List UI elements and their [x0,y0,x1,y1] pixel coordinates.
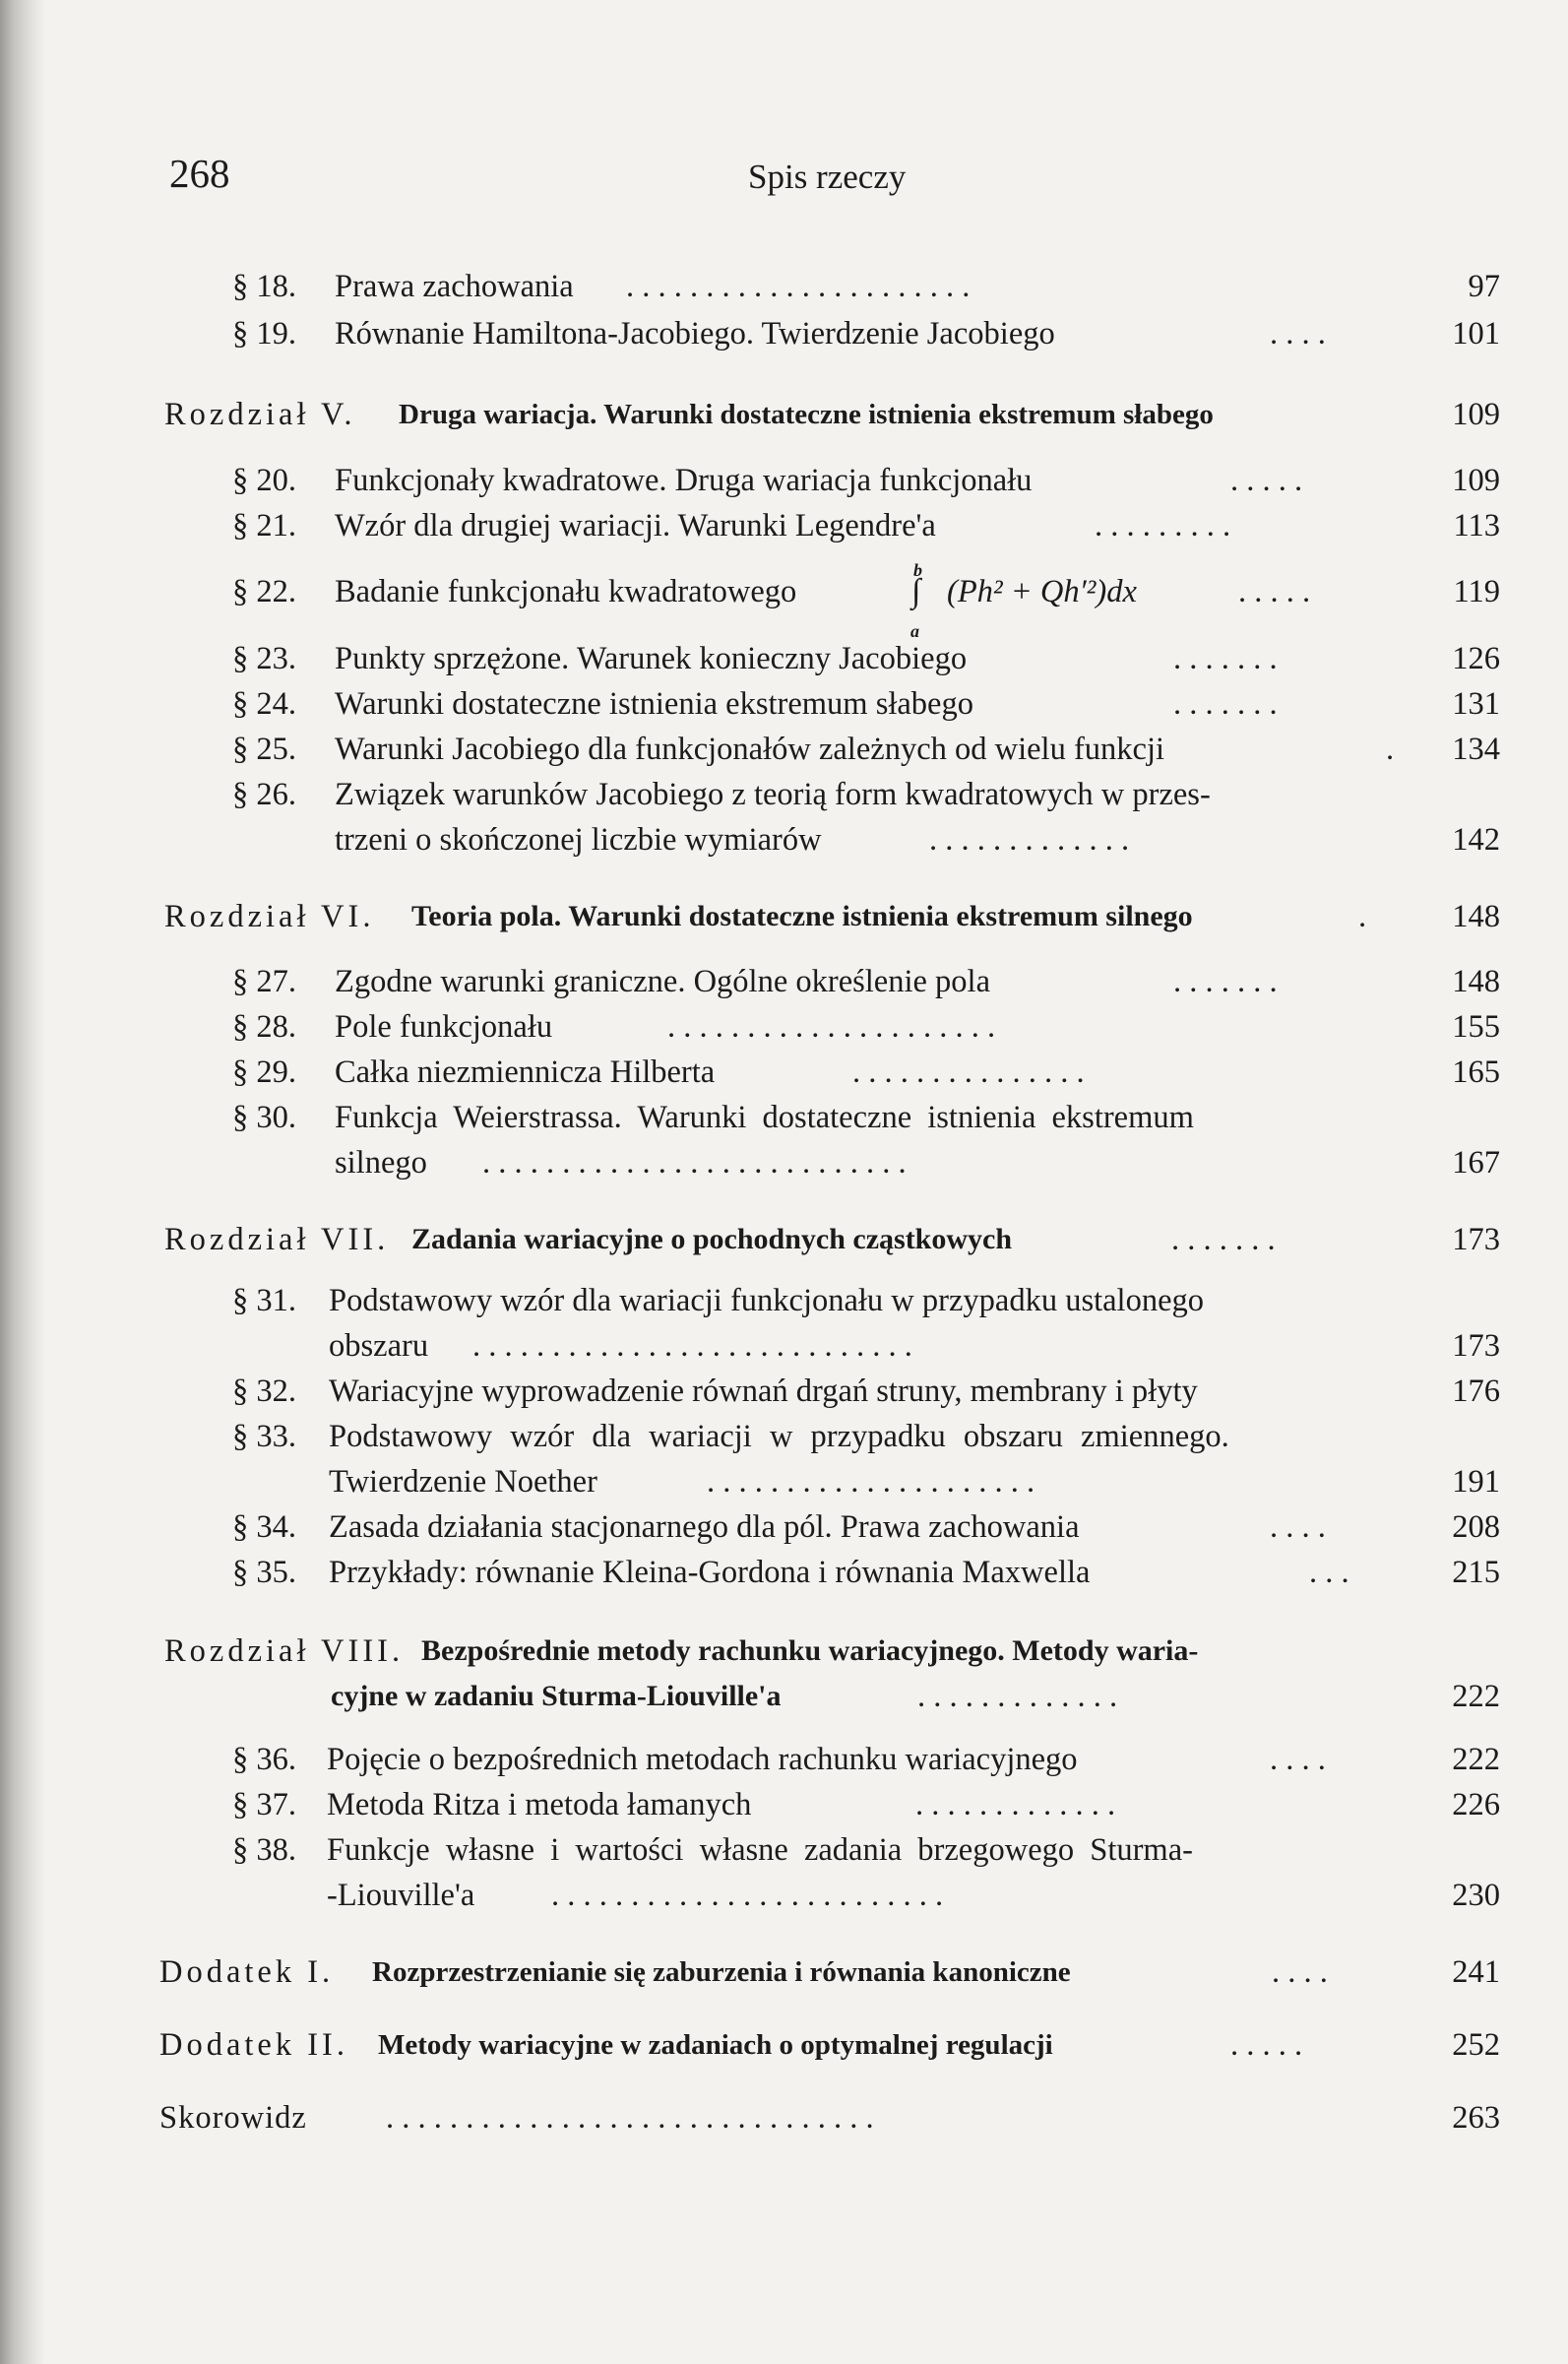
section-number: § 29. [232,1054,296,1090]
page-ref: 97 [1468,269,1500,304]
chapter-title: Druga wariacja. Warunki dostateczne istnienia ekstremum słabego [399,399,1214,430]
page-ref: 241 [1452,1954,1500,1990]
leader-dots: . . . . . [1230,463,1303,498]
section-number: § 18. [232,269,296,304]
page-ref: 176 [1452,1374,1500,1409]
entry-title-line-1: Podstawowy wzór dla wariacji funkcjonału w przypadku ustalonego [329,1283,1205,1318]
leader-dots: . . . . . . . [1171,1222,1276,1257]
section-number: § 23. [232,641,296,676]
page-ref: 165 [1452,1054,1500,1090]
chapter-title: Teoria pola. Warunki dostateczne istnienia ekstremum silnego [411,900,1193,932]
page-ref: 109 [1452,463,1500,498]
entry-title: Zasada działania stacjonarnego dla pól. Prawa zachowania [329,1509,1080,1545]
entry-title-line-1: Podstawowy wzór dla wariacji w przypadku obszaru zmiennego. [329,1419,1229,1454]
entry-title: Prawa zachowania [335,269,574,304]
page-ref: 148 [1452,964,1500,999]
leader-dots: . . . . . . . . . . . . . [929,822,1130,858]
section-number: § 26. [232,777,296,812]
page-ref: 142 [1452,822,1500,858]
leader-dots: . . . . . . . [1173,686,1278,722]
section-number: § 35. [232,1555,296,1590]
leader-dots: . . . . . . . . . . . . . . . . . . . . . . . . . . . [482,1145,907,1181]
leader-dots: . . . . . . . [1173,641,1278,676]
entry-title-line-2: silnego [335,1145,427,1181]
entry-title-line-1: Związek warunków Jacobiego z teorią form kwadratowych w przes- [335,777,1211,812]
entry-title: Funkcjonały kwadratowe. Druga wariacja funkcjonału [335,463,1033,498]
page-ref: 109 [1452,397,1500,432]
section-number: § 27. [232,964,296,999]
entry-title-line-2: Twierdzenie Noether [329,1464,597,1500]
leader-dots: . . . . [1272,1954,1328,1990]
leader-dots: . . . . . . . . . . . . . . . . . . . . . . . . . . . . [472,1328,912,1364]
leader-dots: . [1386,732,1395,767]
section-number: § 33. [232,1419,296,1454]
leader-dots: . . . . . . . . . . . . . . . . . . . . . [707,1464,1035,1500]
page-ref: 119 [1453,574,1500,609]
section-number: § 21. [232,508,296,543]
entry-title: Całka niezmiennicza Hilberta [335,1054,716,1090]
entry-title-line-1: Funkcja Weierstrassa. Warunki dostateczne istnienia ekstremum [335,1100,1194,1135]
page-ref: 173 [1452,1328,1500,1364]
page-ref: 134 [1452,732,1500,767]
entry-title: Wariacyjne wyprowadzenie równań drgań struny, membrany i płyty [329,1374,1198,1409]
running-head: Spis rzeczy [748,158,907,196]
leader-dots: . . . . . . . . . . . . . . . . . . . . . . . . . . . . . . . [386,2100,874,2136]
appendix-title: Rozprzestrzenianie się zaburzenia i równania kanoniczne [372,1956,1071,1988]
section-number: § 32. [232,1374,296,1409]
entry-title: Zgodne warunki graniczne. Ogólne określenie pola [335,964,991,999]
section-number: § 20. [232,463,296,498]
entry-title: Wzór dla drugiej wariacji. Warunki Legendre'a [335,508,936,543]
page-ref: 226 [1452,1787,1500,1822]
entry-title: Przykłady: równanie Kleina-Gordona i równania Maxwella [329,1555,1091,1590]
page-ref: 148 [1452,899,1500,934]
leader-dots: . [1358,899,1367,934]
page-ref: 101 [1452,316,1500,351]
leader-dots: . . . . . . . . . . . . . [915,1787,1116,1822]
page-ref: 230 [1452,1878,1500,1913]
chapter-title: Zadania wariacyjne o pochodnych cząstkowych [411,1223,1013,1255]
entry-title-line-2: obszaru [329,1328,429,1364]
entry-title: Pojęcie o bezpośrednich metodach rachunku wariacyjnego [327,1742,1078,1777]
page-number: 268 [169,151,230,196]
leader-dots: . . . . . [1238,574,1311,609]
leader-dots: . . . . . . . . . . . . . . . [852,1054,1085,1090]
leader-dots: . . . . [1270,316,1326,351]
entry-title-line-1: Funkcje własne i wartości własne zadania brzegowego Sturma- [327,1832,1193,1868]
section-number: § 31. [232,1283,296,1318]
scanned-page-edge [0,0,45,2364]
chapter-label: Rozdział VIII. [164,1633,405,1669]
chapter-label: Rozdział VII. [164,1222,390,1257]
chapter-label: Rozdział V. [164,397,356,432]
leader-dots: . . . . . . . . . [1095,508,1231,543]
page-ref: 208 [1452,1509,1500,1545]
integral-sign: ∫ [911,573,921,609]
index-title: Skorowidz [159,2100,307,2136]
leader-dots: . . . [1309,1555,1349,1590]
entry-title: Równanie Hamiltona-Jacobiego. Twierdzenie Jacobiego [335,316,1055,351]
leader-dots: . . . . [1270,1509,1326,1545]
section-number: § 36. [232,1742,296,1777]
entry-title-line-2: trzeni o skończonej liczbie wymiarów [335,822,822,858]
appendix-label: Dodatek I. [159,1954,335,1990]
page-ref: 215 [1452,1555,1500,1590]
leader-dots: . . . . . . . . . . . . . . . . . . . . . . . . . [551,1878,944,1913]
leader-dots: . . . . . . . . . . . . . [917,1679,1118,1714]
section-number: § 24. [232,686,296,722]
page-ref: 252 [1452,2027,1500,2063]
section-number: § 19. [232,316,296,351]
leader-dots: . . . . . [1230,2027,1303,2063]
section-number: § 34. [232,1509,296,1545]
appendix-title: Metody wariacyjne w zadaniach o optymalnej regulacji [378,2029,1053,2061]
page-ref: 167 [1452,1145,1500,1181]
entry-title: Warunki dostateczne istnienia ekstremum słabego [335,686,973,722]
section-number: § 37. [232,1787,296,1822]
chapter-label: Rozdział VI. [164,899,375,934]
chapter-title-line-2: cyjne w zadaniu Sturma-Liouville'a [331,1680,782,1712]
integrand-formula: (Ph² + Qh′²)dx [947,574,1137,609]
entry-title-line-2: -Liouville'a [327,1878,475,1913]
section-number: § 28. [232,1009,296,1045]
chapter-title-line-1: Bezpośrednie metody rachunku wariacyjnego. Metody waria- [421,1634,1199,1667]
section-number: § 30. [232,1100,296,1135]
integral-lower-limit: a [910,621,919,641]
entry-title: Metoda Ritza i metoda łamanych [327,1787,752,1822]
integral-upper-limit: b [913,560,922,580]
page-ref: 126 [1452,641,1500,676]
entry-title: Punkty sprzężone. Warunek konieczny Jacobiego [335,641,968,676]
page-ref: 191 [1452,1464,1500,1500]
leader-dots: . . . . . . . . . . . . . . . . . . . . . [667,1009,996,1045]
page-ref: 222 [1452,1679,1500,1714]
entry-title: Warunki Jacobiego dla funkcjonałów zależnych od wielu funkcji [335,732,1165,767]
section-number: § 22. [232,574,296,609]
section-number: § 25. [232,732,296,767]
page-ref: 173 [1452,1222,1500,1257]
appendix-label: Dodatek II. [159,2027,348,2063]
leader-dots: . . . . [1270,1742,1326,1777]
page-ref: 222 [1452,1742,1500,1777]
leader-dots: . . . . . . . . . . . . . . . . . . . . . . [626,269,971,304]
entry-title: Pole funkcjonału [335,1009,553,1045]
entry-title: Badanie funkcjonału kwadratowego [335,574,797,609]
page-ref: 155 [1452,1009,1500,1045]
section-number: § 38. [232,1832,296,1868]
page-ref: 131 [1452,686,1500,722]
leader-dots: . . . . . . . [1173,964,1278,999]
page-ref: 113 [1453,508,1500,543]
page-ref: 263 [1452,2100,1500,2136]
